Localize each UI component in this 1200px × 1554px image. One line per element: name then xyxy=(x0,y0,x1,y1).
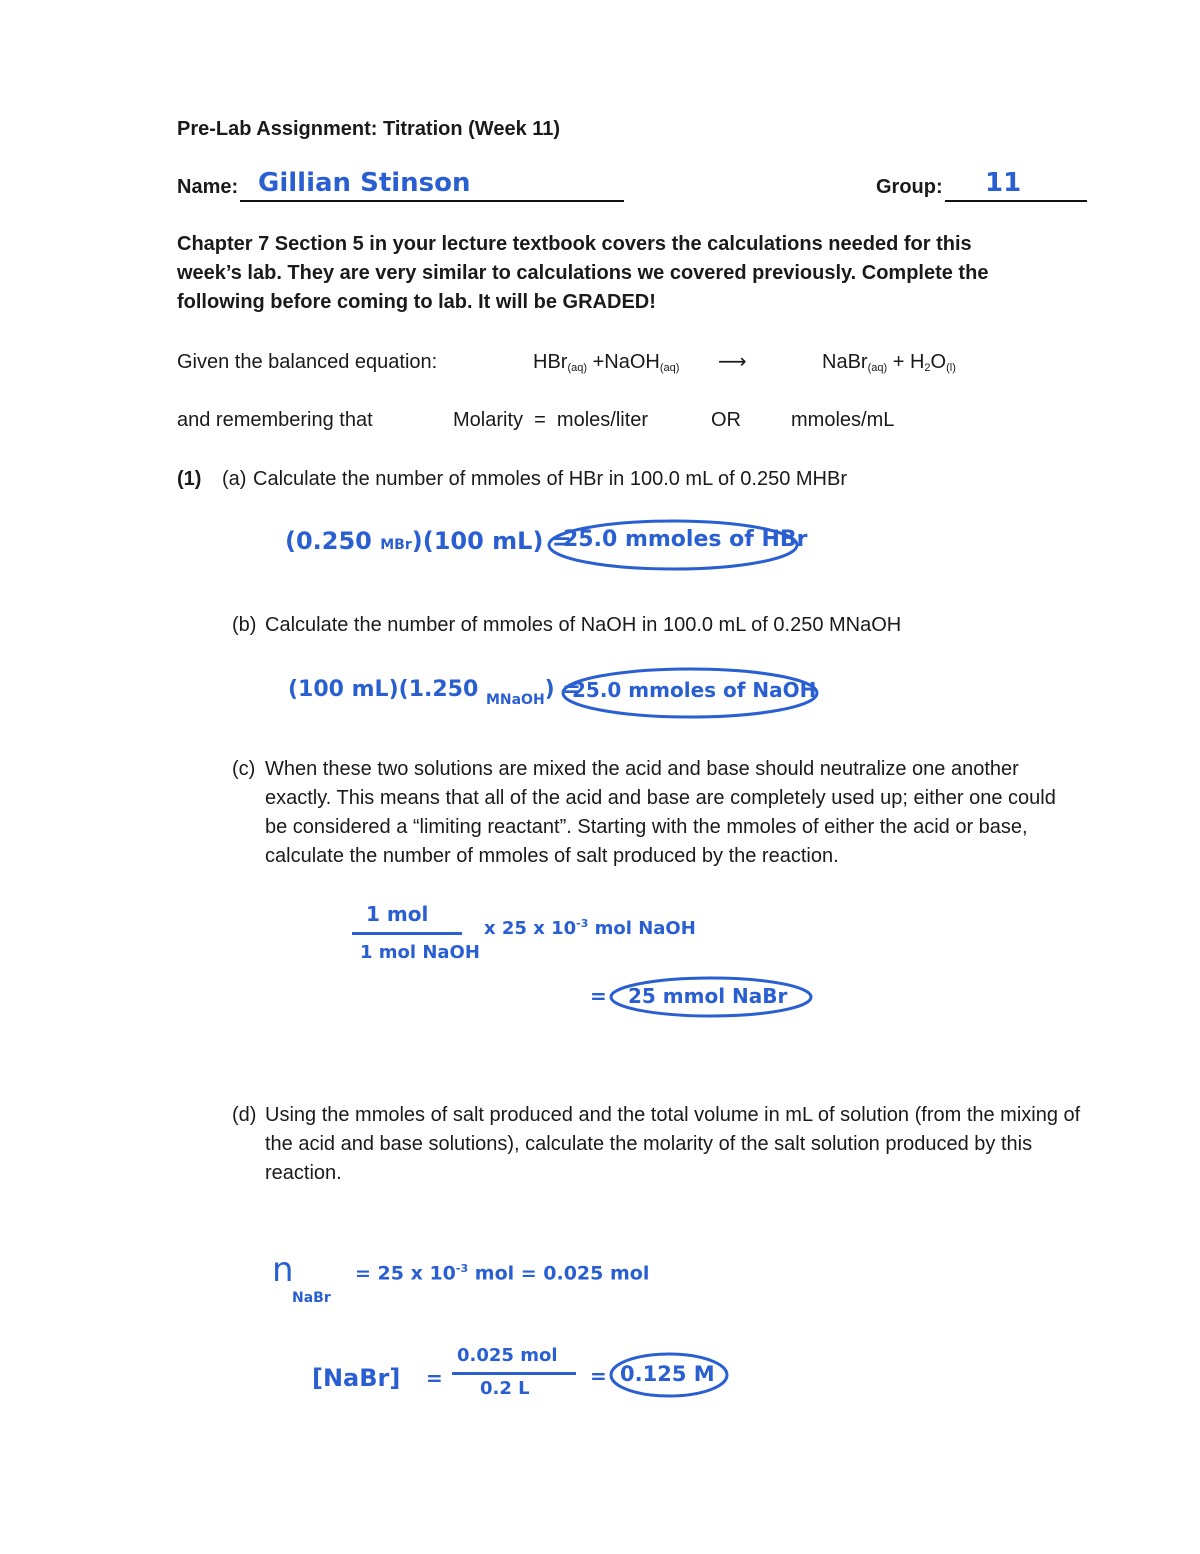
part-a-result: 25.0 mmoles of HBr xyxy=(563,527,808,552)
part-c-result: 25 mmol NaBr xyxy=(628,984,788,1008)
d-n-subscript: NaBr xyxy=(292,1290,331,1306)
c-equals: = xyxy=(590,984,607,1008)
part-c-label: (c) xyxy=(232,758,256,780)
equation-label: Given the balanced equation: xyxy=(177,351,438,373)
d-equals-2: = xyxy=(590,1364,607,1388)
name-underline xyxy=(240,200,624,202)
d-fraction-bar xyxy=(452,1372,576,1375)
part-c-text: When these two solutions are mixed the acid and base should neutralize one another exactly. This means that all of the acid and base are completely used up; either one could be considered a “limiting reactant”. Starting with the mmoles of either the acid or base, calculate the number of mmoles of salt produced by the reaction. xyxy=(265,758,1056,867)
part-b-label: (b) xyxy=(232,614,257,636)
plus-sign: + xyxy=(892,351,905,373)
molarity-label: and remembering that xyxy=(177,409,373,431)
part-a-text: Calculate the number of mmoles of HBr in 100.0 mL of 0.250 MHBr xyxy=(253,468,847,490)
page-title: Pre-Lab Assignment: Titration (Week 11) xyxy=(177,118,561,140)
group-field[interactable]: 11 xyxy=(985,168,1022,198)
molarity-or: OR xyxy=(711,409,741,431)
d-line1: = 25 x $10^{-3}$ mol = 0.025 mol xyxy=(355,1262,650,1285)
d-equals-1: = xyxy=(426,1366,443,1390)
part-d-label: (d) xyxy=(232,1104,257,1126)
part-a-answer[interactable]: (0.250 MBr)(100 mL) = xyxy=(285,527,572,555)
c-fraction-denominator: 1 mol NaOH xyxy=(360,942,480,963)
products xyxy=(822,351,956,374)
product-nabr: NaBr xyxy=(822,351,868,373)
part-d-result: 0.125 M xyxy=(620,1362,715,1386)
state-aq: (aq) xyxy=(659,362,680,374)
group-underline xyxy=(945,200,1087,202)
molarity-alt: mmoles/mL xyxy=(791,409,895,431)
part-b-answer[interactable]: (100 mL)(1.250 $_{MNaOH}$) = xyxy=(288,677,581,708)
part-b-text: Calculate the number of mmoles of NaOH in 100.0 mL of 0.250 MNaOH xyxy=(265,614,902,636)
name-label: Name: xyxy=(177,176,239,198)
question-number: (1) xyxy=(177,468,202,490)
state-aq: (aq) xyxy=(867,362,888,374)
reactant-naoh: NaOH xyxy=(604,351,660,373)
part-b-result: 25.0 mmoles of NaOH xyxy=(572,678,817,702)
d-concentration: [NaBr] xyxy=(312,1364,401,1392)
state-aq: (aq) xyxy=(567,362,588,374)
d-fraction-denominator: 0.2 L xyxy=(480,1378,530,1399)
reactant-hbr: HBr xyxy=(533,351,568,373)
c-fraction-numerator: 1 mol xyxy=(366,902,429,926)
chemical-equation xyxy=(533,351,679,374)
part-d-text: Using the mmoles of salt produced and the total volume in mL of solution (from the mixing of the acid and base solutions), calculate the molarity of the salt solution produced by this reaction. xyxy=(265,1104,1081,1184)
plus-sign: + xyxy=(592,351,605,373)
c-fraction-bar xyxy=(352,932,462,935)
name-field[interactable]: Gillian Stinson xyxy=(258,168,471,198)
group-label: Group: xyxy=(876,176,943,198)
part-a-label: (a) xyxy=(222,468,247,490)
molarity-formula: Molarity = moles/liter xyxy=(453,409,649,431)
d-fraction-numerator: 0.025 mol xyxy=(457,1345,558,1366)
intro-paragraph: Chapter 7 Section 5 in your lecture textbook covers the calculations needed for this week’s lab. They are very similar to calculations we covered previously. Complete the following before coming to lab. It will be GRADED! xyxy=(177,233,989,313)
d-n-symbol: n xyxy=(272,1250,294,1290)
product-water: $H_2O_{(l)}$ xyxy=(909,351,956,374)
c-multiplier: x 25 x $10^{-3}$ mol NaOH xyxy=(484,917,696,939)
reaction-arrow: ⟶ xyxy=(718,351,747,373)
